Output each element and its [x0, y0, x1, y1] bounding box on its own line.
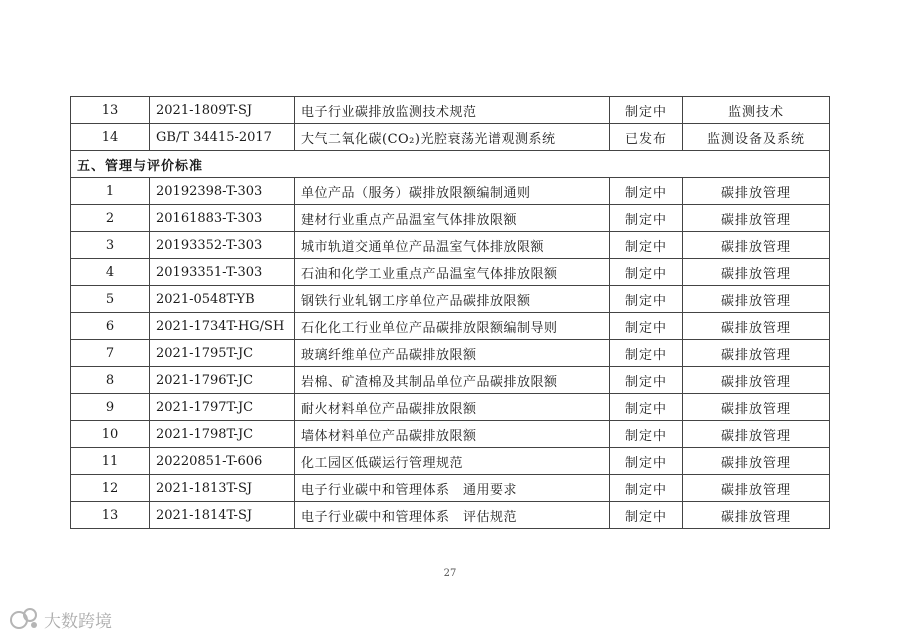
standard-status: 制定中 — [610, 313, 683, 340]
row-number: 6 — [71, 313, 150, 340]
standard-category: 碳排放管理 — [683, 232, 830, 259]
standard-status: 制定中 — [610, 448, 683, 475]
standard-code: 20220851-T-606 — [150, 448, 295, 475]
standard-name: 石油和化学工业重点产品温室气体排放限额 — [295, 259, 610, 286]
watermark-logo-icon — [10, 606, 40, 632]
row-number: 5 — [71, 286, 150, 313]
standard-name: 耐火材料单位产品碳排放限额 — [295, 394, 610, 421]
standard-status: 制定中 — [610, 205, 683, 232]
table-row — [71, 124, 830, 151]
standard-name: 玻璃纤维单位产品碳排放限额 — [295, 340, 610, 367]
standard-name: 单位产品（服务）碳排放限额编制通则 — [295, 178, 610, 205]
standard-code: 2021-1814T-SJ — [150, 502, 295, 529]
standard-code: 2021-1809T-SJ — [150, 97, 295, 124]
standard-name: 电子行业碳中和管理体系 评估规范 — [295, 502, 610, 529]
table-row — [71, 367, 830, 394]
table-row — [71, 232, 830, 259]
row-number: 4 — [71, 259, 150, 286]
standard-code: 2021-1797T-JC — [150, 394, 295, 421]
watermark — [10, 606, 112, 632]
standard-name: 城市轨道交通单位产品温室气体排放限额 — [295, 232, 610, 259]
standard-category: 监测技术 — [683, 97, 830, 124]
standard-category: 碳排放管理 — [683, 286, 830, 313]
standard-name: 化工园区低碳运行管理规范 — [295, 448, 610, 475]
standard-code: 20192398-T-303 — [150, 178, 295, 205]
standard-status: 制定中 — [610, 97, 683, 124]
standard-status: 制定中 — [610, 421, 683, 448]
row-number: 7 — [71, 340, 150, 367]
standard-status: 制定中 — [610, 178, 683, 205]
standard-category: 碳排放管理 — [683, 178, 830, 205]
standard-status: 制定中 — [610, 502, 683, 529]
standard-category: 碳排放管理 — [683, 340, 830, 367]
standard-name: 墙体材料单位产品碳排放限额 — [295, 421, 610, 448]
row-number: 8 — [71, 367, 150, 394]
standard-category: 碳排放管理 — [683, 367, 830, 394]
row-number: 10 — [71, 421, 150, 448]
standard-code: 20193351-T-303 — [150, 259, 295, 286]
standard-code: 20193352-T-303 — [150, 232, 295, 259]
standard-code: 2021-1734T-HG/SH — [150, 313, 295, 340]
table-row — [71, 178, 830, 205]
standard-status: 已发布 — [610, 124, 683, 151]
row-number: 9 — [71, 394, 150, 421]
row-number: 1 — [71, 178, 150, 205]
row-number: 13 — [71, 97, 150, 124]
section-header-row — [71, 151, 830, 178]
standard-status: 制定中 — [610, 232, 683, 259]
page-number: 27 — [443, 568, 457, 579]
standard-status: 制定中 — [610, 286, 683, 313]
table-row — [71, 394, 830, 421]
standard-name: 大气二氧化碳(CO₂)光腔衰荡光谱观测系统 — [295, 124, 610, 151]
standard-name: 电子行业碳排放监测技术规范 — [295, 97, 610, 124]
standard-category: 碳排放管理 — [683, 421, 830, 448]
standard-name: 石化化工行业单位产品碳排放限额编制导则 — [295, 313, 610, 340]
standard-status: 制定中 — [610, 259, 683, 286]
table-row — [71, 502, 830, 529]
table-row — [71, 313, 830, 340]
standard-status: 制定中 — [610, 475, 683, 502]
standard-name: 岩棉、矿渣棉及其制品单位产品碳排放限额 — [295, 367, 610, 394]
table-row — [71, 475, 830, 502]
standard-category: 监测设备及系统 — [683, 124, 830, 151]
table-row — [71, 97, 830, 124]
standard-status: 制定中 — [610, 394, 683, 421]
standard-category: 碳排放管理 — [683, 313, 830, 340]
standard-status: 制定中 — [610, 340, 683, 367]
section-title: 五、管理与评价标准 — [71, 151, 830, 178]
table-row — [71, 205, 830, 232]
row-number: 12 — [71, 475, 150, 502]
watermark-text: 大数跨境 — [44, 611, 112, 632]
standard-category: 碳排放管理 — [683, 205, 830, 232]
standard-status: 制定中 — [610, 367, 683, 394]
row-number: 13 — [71, 502, 150, 529]
table-row — [71, 448, 830, 475]
row-number: 14 — [71, 124, 150, 151]
standard-category: 碳排放管理 — [683, 394, 830, 421]
standard-code: 2021-1813T-SJ — [150, 475, 295, 502]
standard-code: 2021-1798T-JC — [150, 421, 295, 448]
standards-table — [70, 96, 830, 529]
standard-category: 碳排放管理 — [683, 475, 830, 502]
standard-code: 2021-0548T-YB — [150, 286, 295, 313]
table-row — [71, 259, 830, 286]
standard-code: 2021-1796T-JC — [150, 367, 295, 394]
row-number: 2 — [71, 205, 150, 232]
table-row — [71, 286, 830, 313]
standard-category: 碳排放管理 — [683, 259, 830, 286]
standard-category: 碳排放管理 — [683, 448, 830, 475]
table-row — [71, 340, 830, 367]
table-row — [71, 421, 830, 448]
standard-code: 20161883-T-303 — [150, 205, 295, 232]
row-number: 11 — [71, 448, 150, 475]
standard-code: GB/T 34415-2017 — [150, 124, 295, 151]
standard-name: 建材行业重点产品温室气体排放限额 — [295, 205, 610, 232]
row-number: 3 — [71, 232, 150, 259]
standard-code: 2021-1795T-JC — [150, 340, 295, 367]
standard-name: 电子行业碳中和管理体系 通用要求 — [295, 475, 610, 502]
standard-name: 钢铁行业轧钢工序单位产品碳排放限额 — [295, 286, 610, 313]
standard-category: 碳排放管理 — [683, 502, 830, 529]
